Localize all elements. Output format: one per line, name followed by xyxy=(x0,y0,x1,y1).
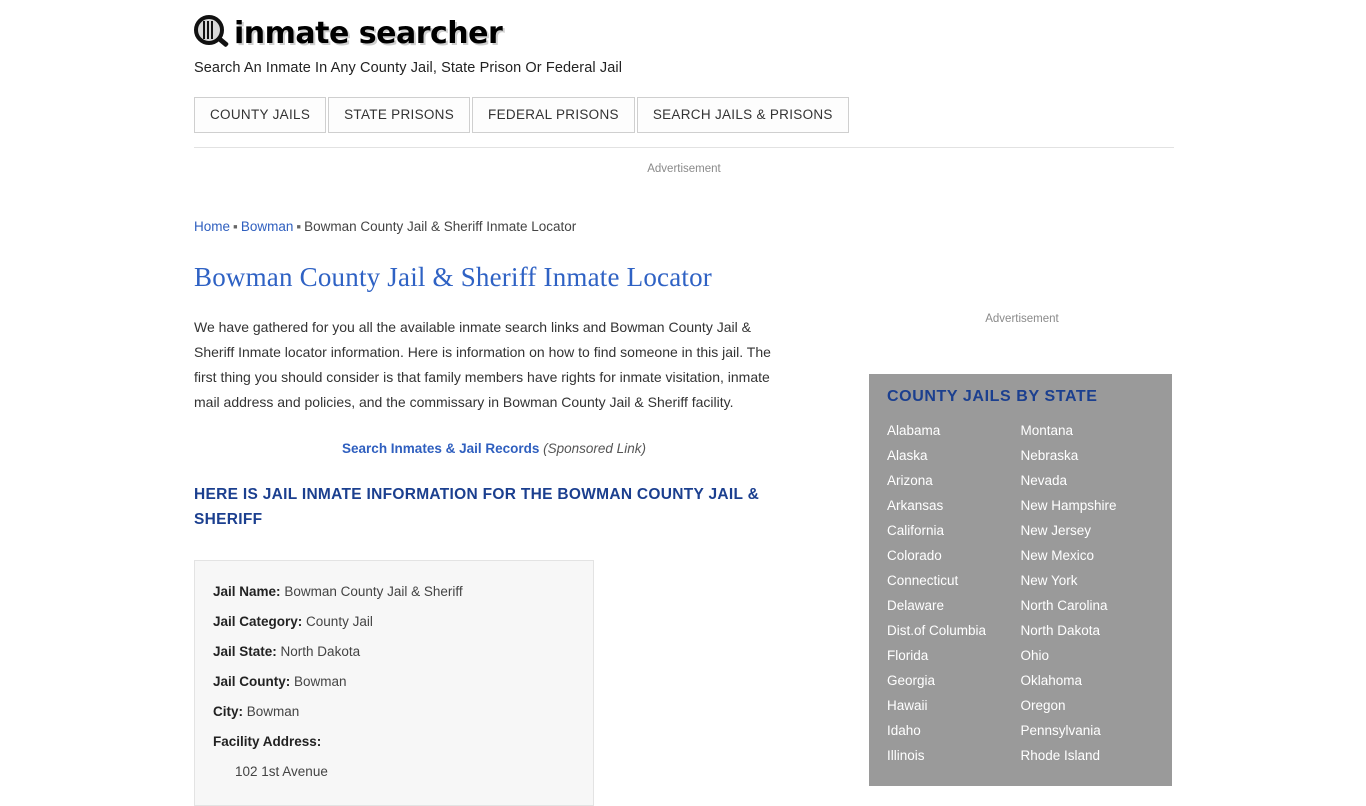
state-link-rhode-island[interactable]: Rhode Island xyxy=(1020,748,1101,763)
state-link-georgia[interactable]: Georgia xyxy=(887,673,936,688)
state-link-oklahoma[interactable]: Oklahoma xyxy=(1020,673,1083,688)
jail-category-label: Jail Category: xyxy=(213,614,303,629)
facility-address-label: Facility Address: xyxy=(213,734,322,749)
state-link-north-dakota[interactable]: North Dakota xyxy=(1020,623,1101,638)
advertisement-top-label: Advertisement xyxy=(647,163,721,175)
state-link-colorado[interactable]: Colorado xyxy=(887,548,942,563)
states-column-right xyxy=(1021,418,1155,768)
breadcrumb xyxy=(194,219,576,234)
info-row-jail-category xyxy=(213,607,575,637)
state-link-florida[interactable]: Florida xyxy=(887,648,929,663)
site-logo-text: inmate searcher xyxy=(234,15,503,51)
jail-state-label: Jail State: xyxy=(213,644,277,659)
state-link-new-jersey[interactable]: New Jersey xyxy=(1020,523,1092,538)
state-link-delaware[interactable]: Delaware xyxy=(887,598,945,613)
state-link-illinois[interactable]: Illinois xyxy=(887,748,925,763)
main-navigation xyxy=(194,97,851,133)
state-link-new-mexico[interactable]: New Mexico xyxy=(1020,548,1095,563)
info-row-facility-address xyxy=(213,727,575,787)
sponsored-note: (Sponsored Link) xyxy=(543,441,646,456)
state-link-alaska[interactable]: Alaska xyxy=(887,448,928,463)
site-header xyxy=(194,10,1174,76)
state-link-connecticut[interactable]: Connecticut xyxy=(887,573,959,588)
state-link-north-carolina[interactable]: North Carolina xyxy=(1020,598,1108,613)
states-box-title: COUNTY JAILS BY STATE xyxy=(887,388,1098,405)
nav-item-state-prisons[interactable]: STATE PRISONS xyxy=(328,97,470,133)
magnifier-icon xyxy=(194,15,230,51)
intro-paragraph: We have gathered for you all the available inmate search links and Bowman County Jail & Sheriff Inmate locator information. Here is information on how to find someone in this jail. The first thing you should consider is that family members have rights for inmate visitation, inmate mail address and policies, and the commissary in Bowman County Jail & Sheriff facility. xyxy=(194,319,771,410)
state-link-oregon[interactable]: Oregon xyxy=(1020,698,1066,713)
state-link-idaho[interactable]: Idaho xyxy=(887,723,921,738)
info-row-jail-state xyxy=(213,637,575,667)
nav-item-county-jails[interactable]: COUNTY JAILS xyxy=(194,97,326,133)
state-link-pennsylvania[interactable]: Pennsylvania xyxy=(1020,723,1101,738)
nav-item-federal-prisons[interactable]: FEDERAL PRISONS xyxy=(472,97,635,133)
states-column-left xyxy=(887,418,1021,768)
state-link-nevada[interactable]: Nevada xyxy=(1020,473,1068,488)
info-row-jail-name xyxy=(213,577,575,607)
advertisement-sidebar-label: Advertisement xyxy=(985,313,1059,325)
city-label: City: xyxy=(213,704,243,719)
jail-county-label: Jail County: xyxy=(213,674,291,689)
breadcrumb-current: Bowman County Jail & Sheriff Inmate Locator xyxy=(304,219,577,234)
info-row-jail-county xyxy=(213,667,575,697)
main-content xyxy=(194,262,794,806)
state-link-ohio[interactable]: Ohio xyxy=(1020,648,1050,663)
site-tagline: Search An Inmate In Any County Jail, State Prison Or Federal Jail xyxy=(194,60,623,76)
states-columns xyxy=(887,418,1154,768)
breadcrumb-separator: ▪ xyxy=(296,219,302,234)
state-link-hawaii[interactable]: Hawaii xyxy=(887,698,928,713)
breadcrumb-separator: ▪ xyxy=(233,219,238,234)
section-title: HERE IS JAIL INMATE INFORMATION FOR THE BOWMAN COUNTY JAIL & SHERIFF xyxy=(194,486,760,528)
breadcrumb-home[interactable]: Home xyxy=(194,219,231,234)
page-title: Bowman County Jail & Sheriff Inmate Locator xyxy=(194,262,713,292)
state-link-new-york[interactable]: New York xyxy=(1020,573,1078,588)
state-link-new-hampshire[interactable]: New Hampshire xyxy=(1020,498,1117,513)
jail-county-value: Bowman xyxy=(294,674,347,689)
jail-name-value: Bowman County Jail & Sheriff xyxy=(284,584,463,599)
facility-address-line1: 102 1st Avenue xyxy=(235,764,328,779)
state-link-nebraska[interactable]: Nebraska xyxy=(1020,448,1079,463)
state-link-montana[interactable]: Montana xyxy=(1020,423,1074,438)
jail-name-label: Jail Name: xyxy=(213,584,281,599)
county-jails-by-state-box xyxy=(869,374,1172,786)
state-link-arkansas[interactable]: Arkansas xyxy=(887,498,944,513)
jail-info-box xyxy=(194,560,594,806)
state-link-dist-of-columbia[interactable]: Dist.of Columbia xyxy=(887,623,987,638)
header-divider xyxy=(194,147,1174,148)
state-link-arizona[interactable]: Arizona xyxy=(887,473,933,488)
breadcrumb-county[interactable]: Bowman xyxy=(240,219,294,234)
jail-state-value: North Dakota xyxy=(280,644,361,659)
sponsored-link-row xyxy=(194,441,794,456)
city-value: Bowman xyxy=(246,704,300,719)
state-link-california[interactable]: California xyxy=(887,523,945,538)
site-logo[interactable] xyxy=(194,10,1174,56)
search-inmates-link[interactable]: Search Inmates & Jail Records xyxy=(342,441,540,456)
state-link-alabama[interactable]: Alabama xyxy=(887,423,941,438)
nav-item-search-jails-prisons[interactable]: SEARCH JAILS & PRISONS xyxy=(637,97,849,133)
jail-category-value: County Jail xyxy=(306,614,373,629)
info-row-city xyxy=(213,697,575,727)
